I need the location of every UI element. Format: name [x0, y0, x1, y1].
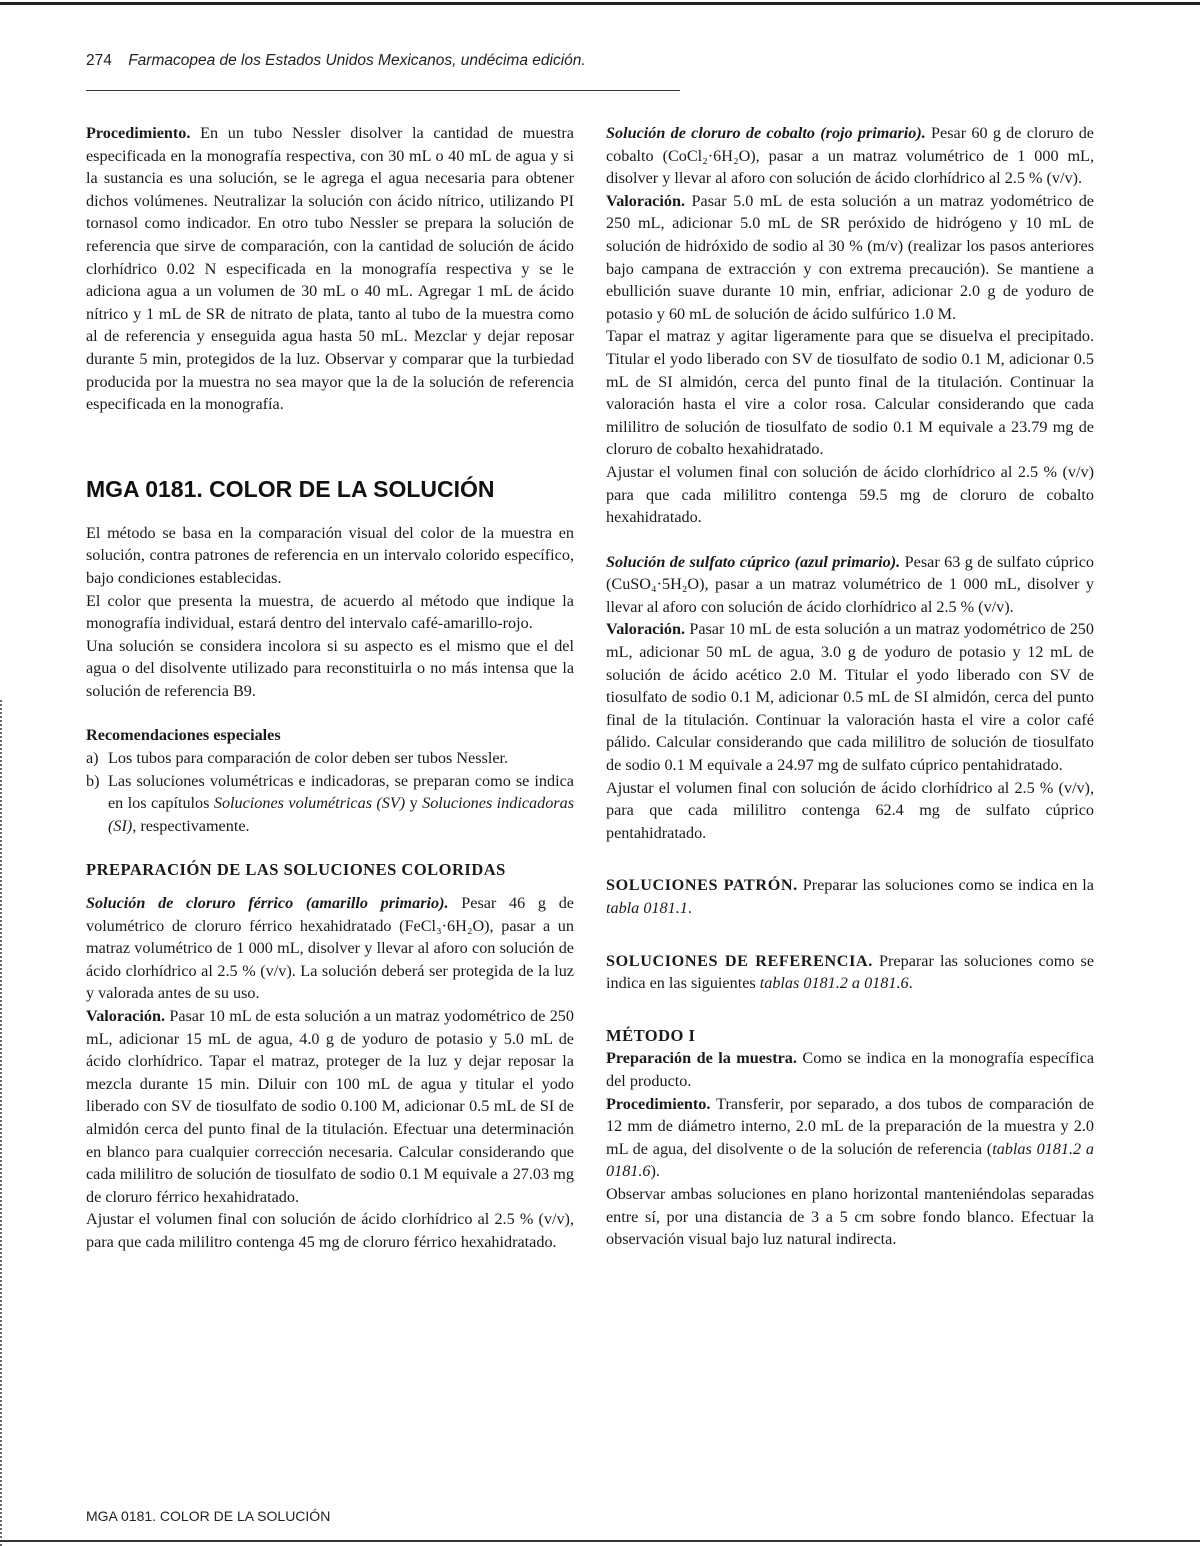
procedimiento-2-ref: tablas 0181.2 a 0181.6 [606, 1139, 1094, 1181]
valoracion-1-label: Valoración. [86, 1007, 165, 1025]
sulfato-text: Pesar 63 g de sulfato cúprico (CuSO₄·5H₂O), pasar a un matraz volumétrico de 1 000 mL, disolver y llevar al aforo con solución de ácido clorhídrico al 2.5 % (v/v). [606, 552, 1095, 616]
soluciones-patron-text: Preparar las soluciones como se indica en la [797, 876, 1094, 895]
publication-title: Farmacopea de los Estados Unidos Mexicanos, undécima edición. [128, 52, 586, 69]
tabla-ref: tabla 0181.1 [606, 899, 688, 917]
preparacion-muestra-label: Preparación de la muestra. [606, 1049, 797, 1068]
item-b-mid: y [405, 794, 423, 813]
item-b-post: , respectivamente. [132, 816, 250, 835]
valoracion-3-paragraph [606, 618, 1094, 776]
sulfato-paragraph [606, 551, 1094, 619]
soluciones-patron-end: . [687, 899, 692, 917]
list-item-text [108, 770, 574, 838]
preparacion-muestra-text: Como se indica en la monografía específica del producto. [606, 1049, 1095, 1090]
right-column [606, 122, 1094, 1251]
procedimiento-text: En un tubo Nessler disolver la cantidad de muestra especificada en la monografía respectiva, con 30 mL o 40 mL de agua y si la sustancia es una solución, se le agrega el agua necesaria para obtener dichos volúmenes. Neutralizar la solución con ácido nítrico, utilizando PI tornasol como indicador. En otro tubo Nessler se prepara la solución de referencia que sirve de comparación, con la cantidad de solución de ácido clorhídrico 0.02 N especificada en la monografía respectiva y se le adiciona agua a un volumen de 30 mL o 40 mL. Agregar 1 mL de ácido nítrico y 1 mL de SR de nitrato de plata, tanto al tubo de la muestra como al de referencia y enseguida agua hasta 50 mL. Mezclar y dejar reposar durante 5 min, protegidos de la luz. Observar y comparar que la turbiedad producida por la muestra no sea mayor que la de la solución de referencia especificada en la monografía. [86, 124, 574, 414]
valoracion-2-paragraph [606, 190, 1094, 326]
scan-edge-marks [0, 700, 5, 1546]
ferrico-paragraph [86, 892, 574, 1005]
ferrico-label: Solución de cloruro férrico (amarillo primario). [86, 894, 449, 913]
page-number: 274 [86, 52, 112, 69]
ferrico-text: Pesar 46 g de volumétrico de cloruro férrico hexahidratado (FeCl₃·6H₂O), pasar a un matraz volumétrico de 1 000 mL, disolver y llevar al aforo con solución de ácido clorhídrico al 2.5 % (v/v). La solución deberá ser protegida de la luz y valorada antes de su uso. [86, 894, 574, 1003]
procedimiento-label: Procedimiento. [86, 124, 191, 142]
ajuste-2-paragraph: Ajustar el volumen final con solución de ácido clorhídrico al 2.5 % (v/v) para que cada mililitro contenga 59.5 mg de cloruro de cobalto hexahidratado. [606, 462, 1094, 527]
procedimiento-2-text: Transferir, por separado, a dos tubos de comparación de 12 mm de diámetro interno, 2.0 mL de la preparación de la muestra y 2.0 mL de agua, del disolvente o de la solución de referencia ( [606, 1094, 1094, 1158]
procedimiento-2-end: ). [650, 1162, 660, 1181]
sulfato-label: Solución de sulfato cúprico (azul primario). [606, 552, 901, 571]
ajuste-3-paragraph: Ajustar el volumen final con solución de ácido clorhídrico al 2.5 % (v/v), para que cada mililitro contenga 62.4 mg de sulfato cúprico pentahidratado. [606, 778, 1094, 842]
soluciones-patron-paragraph [606, 874, 1094, 919]
top-border-rule [0, 2, 1200, 5]
intro-paragraph-3: Una solución se considera incolora si su aspecto es el mismo que el del agua o del disolvente utilizado para reconstituirla o no más intensa que la solución de referencia B9. [86, 636, 574, 700]
soluciones-patron-label: SOLUCIONES PATRÓN. [606, 876, 798, 895]
valoracion-3-text: Pasar 10 mL de esta solución a un matraz yodométrico de 250 mL, adicionar 50 mL de agua, 3.0 g de yoduro de potasio y 12 mL de solución de ácido acético 2.0 M. Titular el yodo liberado con SV de tiosulfato de sodio 0.1 M, adicionar 0.5 mL de SI almidón, cerca del punto final de la titulación. Continuar la valoración hasta el vire a color café pálido. Calcular considerando que cada mililitro de solución de tiosulfato de sodio 0.1 M equivale a 24.97 mg de sulfato cúprico pentahidratado. [606, 620, 1094, 775]
soluciones-referencia-paragraph [606, 950, 1094, 995]
list-item-text: Los tubos para comparación de color deben ser tubos Nessler. [108, 749, 509, 768]
list-item [86, 747, 574, 770]
intro-paragraph-2: El color que presenta la muestra, de acuerdo al método que indique la monografía individual, estará dentro del intervalo café-amarillo-rojo. [86, 591, 574, 633]
valoracion-1-paragraph [86, 1005, 574, 1208]
item-b-pre: Las soluciones volumétricas e indicadoras, se preparan como se indica en los capítulos [108, 771, 574, 813]
preparation-title: PREPARACIÓN DE LAS SOLUCIONES COLORIDAS [86, 860, 506, 880]
soluciones-referencia-label: SOLUCIONES DE REFERENCIA. [606, 951, 873, 970]
valoracion-2-continued: Tapar el matraz y agitar ligeramente para que se disuelva el precipitado. Titular el yodo liberado con SV de tiosulfato de sodio 0.1 M, adicionar 0.5 mL de SI almidón, cerca del punto final de la titulación. Continuar la valoración hasta el vire a color rosa. Calcular considerando que cada mililitro de solución de tiosulfato de sodio 0.1 M equivale a 23.79 mg de cloruro de cobalto hexahidratado. [606, 327, 1094, 459]
soluciones-referencia-end: . [908, 974, 913, 993]
header-rule [86, 90, 680, 91]
cobalto-paragraph [606, 122, 1094, 190]
valoracion-1-text: Pasar 10 mL de esta solución a un matraz yodométrico de 250 mL, adicionar 15 mL de agua, 4.0 g de yoduro de potasio y 5.0 mL de ácido clorhídrico. Tapar el matraz, proteger de la luz y dejar reposar la mezcla durante 15 min. Diluir con 100 mL de agua y titular el yodo liberado con SV de tiosulfato de sodio 0.100 M, adicionar 0.5 mL de SI de almidón cerca del punto final de la titulación. Efectuar una determinación en blanco para cualquier corrección necesaria. Calcular considerando que cada mililitro de solución de tiosulfato de sodio 0.1 M equivale a 27.03 mg de cloruro férrico hexahidratado. [86, 1007, 574, 1206]
valoracion-2-text: Pasar 5.0 mL de esta solución a un matraz yodométrico de 250 mL, adicionar 5.0 mL de SR peróxido de hidrógeno y 10 mL de solución de hidróxido de sodio al 30 % (m/v) (realizar los pasos anteriores bajo campana de extracción y con extrema precaución). Se mantiene a ebullición suave durante 10 min, enfriar, adicionar 2.0 g de yoduro de potasio y 60 mL de solución de ácido sulfúrico 1.0 M. [606, 191, 1094, 323]
preparacion-muestra-paragraph [606, 1047, 1094, 1092]
list-marker: a) [86, 749, 99, 768]
ajuste-1-paragraph: Ajustar el volumen final con solución de ácido clorhídrico al 2.5 % (v/v), para que cada mililitro contenga 45 mg de cloruro férrico hexahidratado. [86, 1210, 574, 1251]
tablas-ref: tablas 0181.2 a 0181.6 [759, 974, 909, 993]
metodo-title: MÉTODO I [606, 1025, 696, 1045]
list-marker: b) [86, 771, 100, 790]
procedimiento-2-label: Procedimiento. [606, 1094, 711, 1113]
valoracion-2-label: Valoración. [606, 191, 685, 210]
item-b-ref-si: Soluciones indicadoras (SI) [108, 794, 574, 835]
procedimiento-paragraph [86, 122, 574, 416]
cobalto-text: Pesar 60 g de cloruro de cobalto (CoCl₂·6H₂O), pasar a un matraz volumétrico de 1 000 mL, disolver y llevar al aforo con solución de ácido clorhídrico al 2.5 % (v/v). [606, 124, 1094, 188]
soluciones-referencia-text: Preparar las soluciones como se indica en las siguientes [606, 951, 1095, 993]
running-footer: MGA 0181. COLOR DE LA SOLUCIÓN [86, 1508, 331, 1524]
recommendations-title: Recomendaciones especiales [86, 726, 281, 745]
section-title: MGA 0181. COLOR DE LA SOLUCIÓN [86, 475, 495, 502]
running-header [86, 52, 586, 70]
cobalto-label: Solución de cloruro de cobalto (rojo primario). [606, 124, 926, 142]
valoracion-3-label: Valoración. [606, 620, 685, 639]
observar-paragraph: Observar ambas soluciones en plano horizontal manteniéndolas separadas entre sí, por una distancia de 3 a 5 cm sobre fondo blanco. Efectuar la observación visual bajo luz natural indirecta. [606, 1184, 1094, 1249]
procedimiento-2-paragraph [606, 1093, 1094, 1183]
item-b-ref-sv: Soluciones volumétricas (SV) [213, 794, 406, 813]
left-column [86, 122, 574, 1254]
list-item [86, 770, 574, 838]
intro-paragraph-1: El método se basa en la comparación visual del color de la muestra en solución, contra patrones de referencia en un intervalo colorido específico, bajo condiciones establecidas. [86, 523, 574, 587]
bottom-border-rule [0, 1540, 1200, 1542]
